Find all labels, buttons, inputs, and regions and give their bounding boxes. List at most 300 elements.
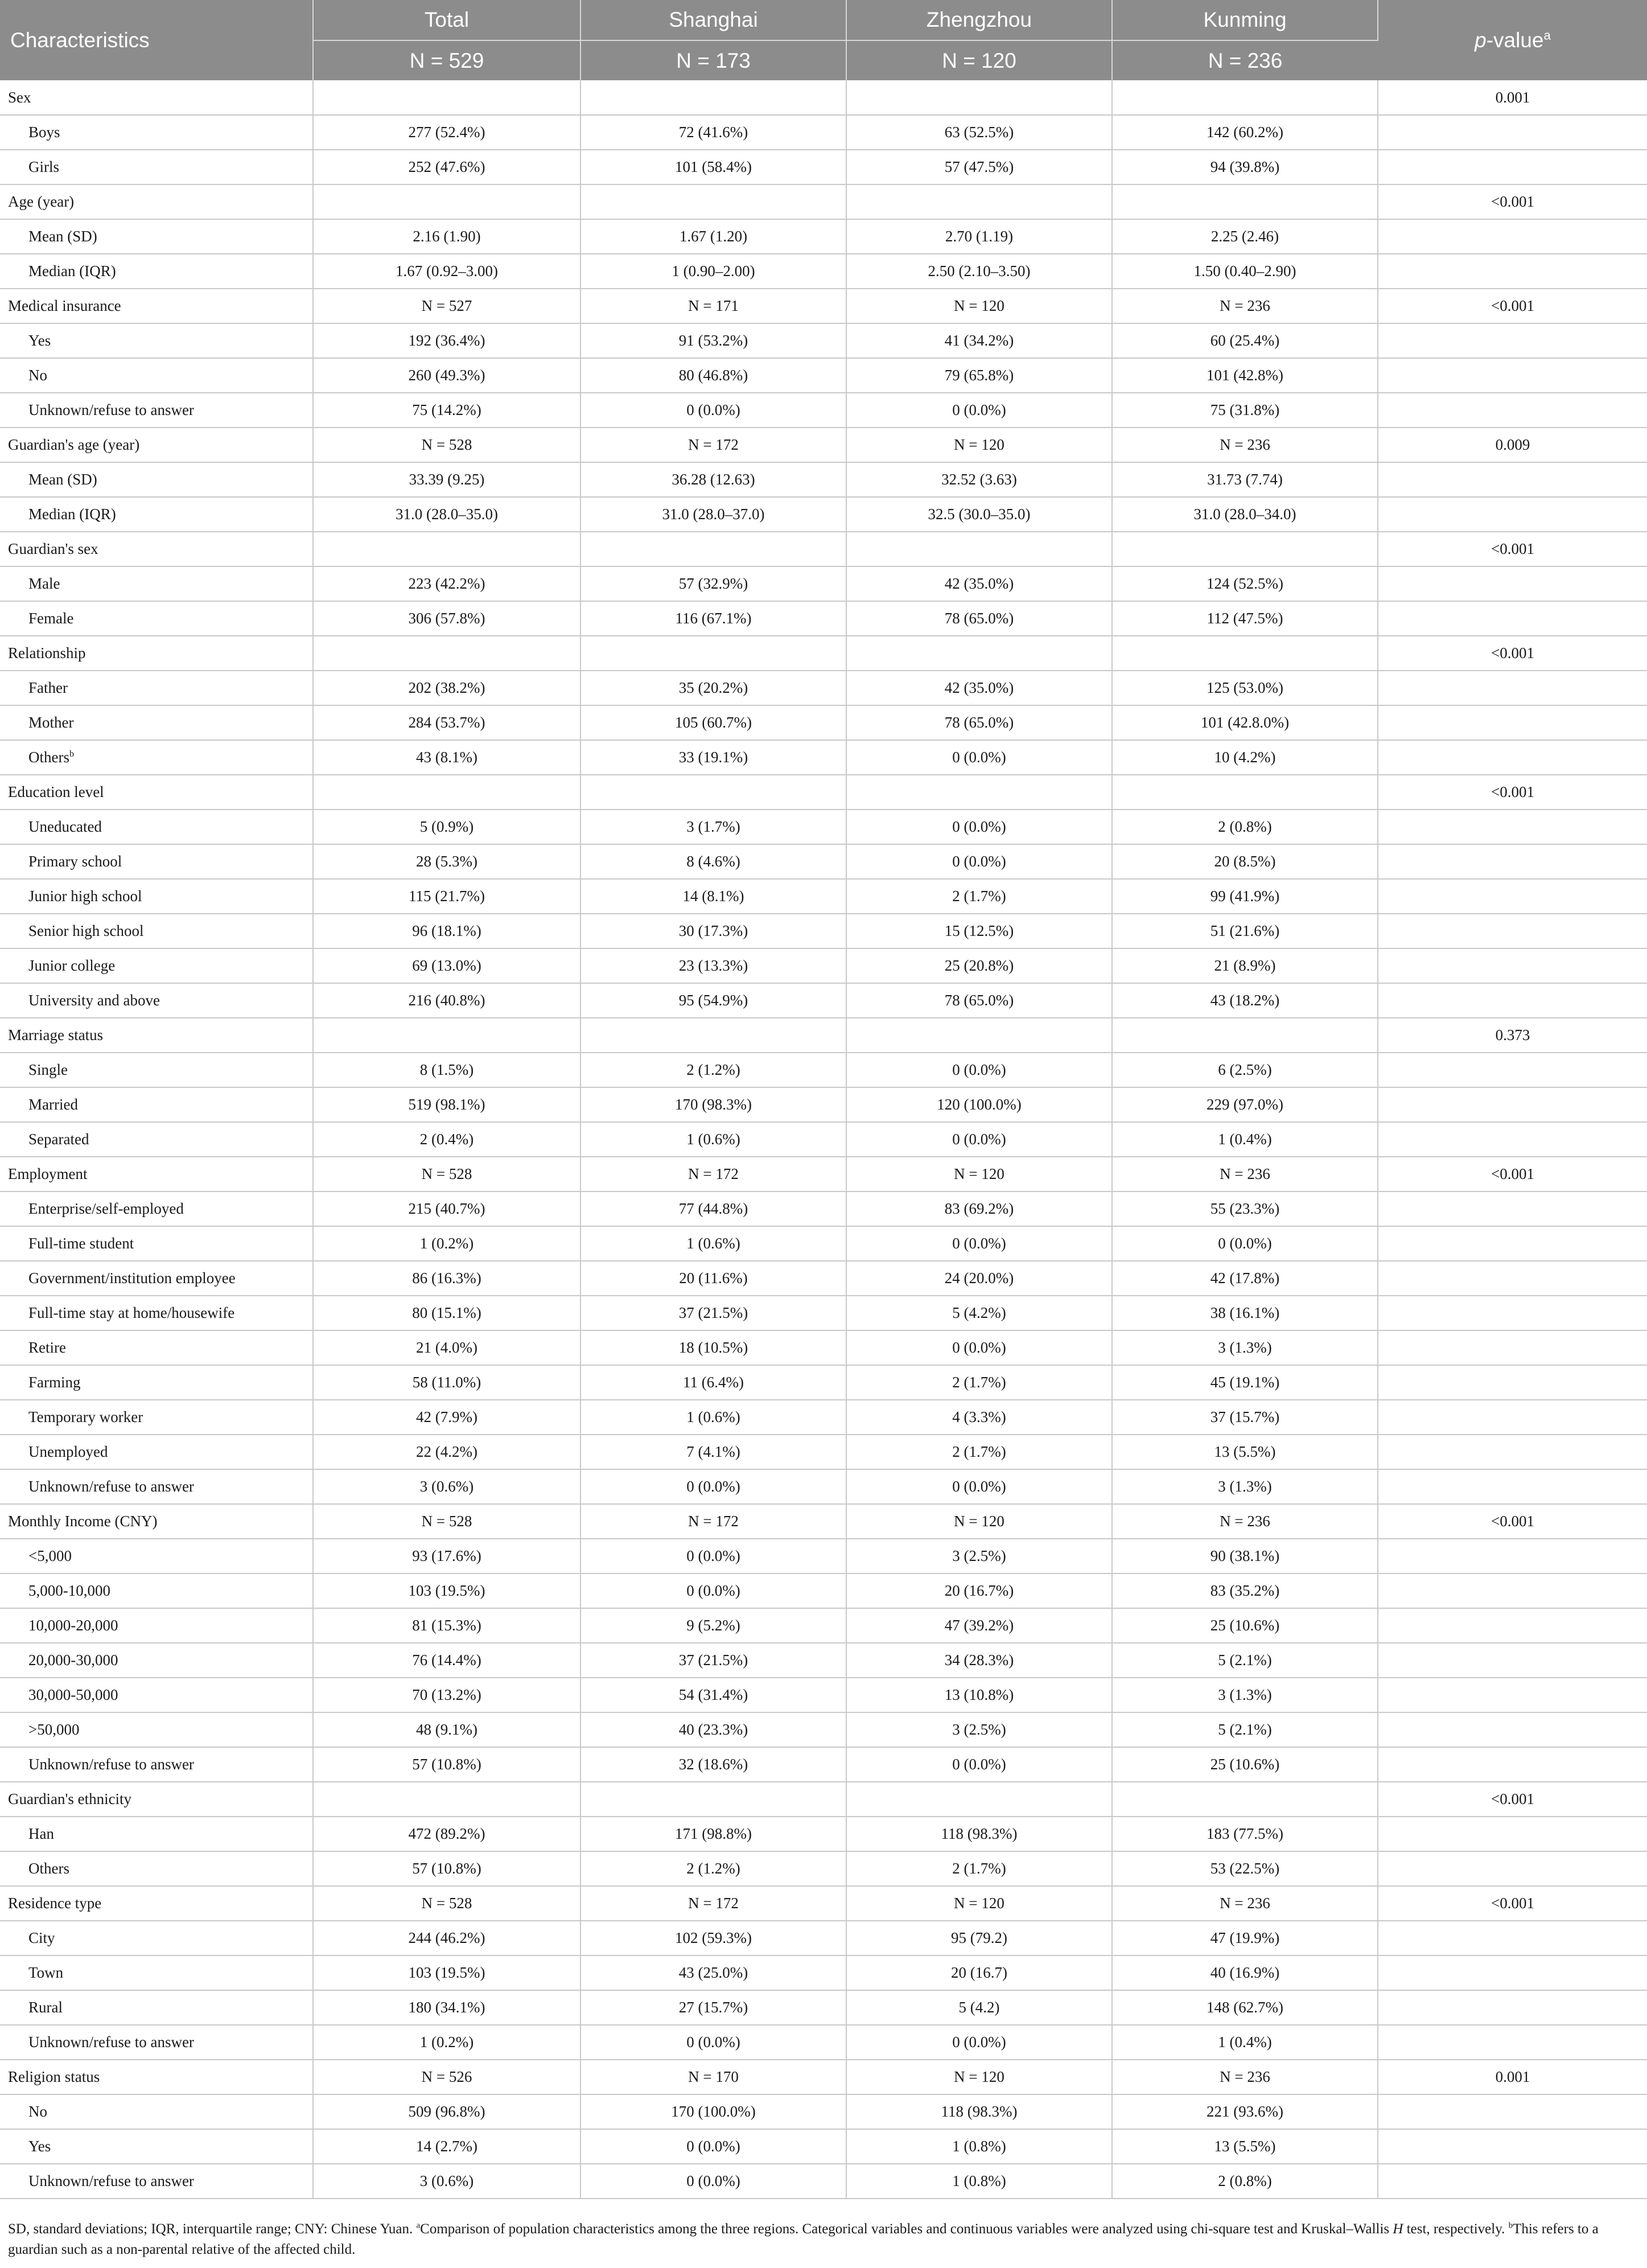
table-row-sub — [0, 740, 1647, 775]
cell-total: 58 (11.0%) — [313, 1365, 580, 1400]
cell-total: 277 (52.4%) — [313, 115, 580, 150]
cell-kunming: 94 (39.8%) — [1112, 150, 1378, 184]
cell-kunming: N = 236 — [1112, 1504, 1378, 1539]
cell-shanghai: 7 (4.1%) — [580, 1435, 846, 1469]
table-header — [0, 0, 1647, 80]
cell-total: 21 (4.0%) — [313, 1330, 580, 1365]
row-label: Separated — [28, 1131, 89, 1148]
cell-zhengzhou — [846, 532, 1112, 566]
cell-zhengzhou: 42 (35.0%) — [846, 671, 1112, 705]
row-label: Farming — [28, 1374, 81, 1391]
cell-p — [1378, 705, 1647, 740]
table-row-sub — [0, 810, 1647, 844]
table-row-category — [0, 1886, 1647, 1921]
cell-total: 22 (4.2%) — [313, 1435, 580, 1469]
table-row-sub — [0, 462, 1647, 497]
cell-zhengzhou: 79 (65.8%) — [846, 358, 1112, 393]
cell-zhengzhou: 0 (0.0%) — [846, 1469, 1112, 1504]
row-label: Residence type — [8, 1895, 102, 1912]
cell-kunming: 45 (19.1%) — [1112, 1365, 1378, 1400]
row-label: Unknown/refuse to answer — [28, 2033, 194, 2051]
row-label-cell — [0, 219, 313, 254]
cell-p — [1378, 1087, 1647, 1122]
cell-zhengzhou: 78 (65.0%) — [846, 601, 1112, 636]
cell-total — [313, 532, 580, 566]
cell-p — [1378, 462, 1647, 497]
cell-shanghai: 8 (4.6%) — [580, 844, 846, 879]
cell-kunming: 5 (2.1%) — [1112, 1712, 1378, 1747]
cell-total: 70 (13.2%) — [313, 1678, 580, 1712]
cell-shanghai: 1 (0.6%) — [580, 1226, 846, 1261]
p-italic: p — [1475, 28, 1487, 52]
row-label: Junior high school — [28, 888, 142, 905]
row-label: Enterprise/self-employed — [28, 1200, 184, 1217]
cell-total: 284 (53.7%) — [313, 705, 580, 740]
cell-shanghai: 14 (8.1%) — [580, 879, 846, 914]
header-shanghai-n: N = 173 — [580, 40, 846, 80]
cell-shanghai: 0 (0.0%) — [580, 393, 846, 428]
cell-zhengzhou: 78 (65.0%) — [846, 705, 1112, 740]
row-label: Town — [28, 1964, 64, 1981]
cell-shanghai: N = 172 — [580, 428, 846, 462]
cell-shanghai: 0 (0.0%) — [580, 2164, 846, 2199]
cell-p: <0.001 — [1378, 1504, 1647, 1539]
row-label: No — [28, 367, 47, 384]
cell-kunming: N = 236 — [1112, 2060, 1378, 2094]
row-label-cell — [0, 1712, 313, 1747]
cell-total: 3 (0.6%) — [313, 2164, 580, 2199]
table-row-sub — [0, 1747, 1647, 1782]
cell-total: 28 (5.3%) — [313, 844, 580, 879]
cell-total: N = 528 — [313, 428, 580, 462]
cell-shanghai: 54 (31.4%) — [580, 1678, 846, 1712]
cell-zhengzhou: 1 (0.8%) — [846, 2164, 1112, 2199]
table-row-sub — [0, 1053, 1647, 1087]
cell-total: 472 (89.2%) — [313, 1817, 580, 1851]
cell-kunming — [1112, 636, 1378, 671]
footnote-methods: Comparison of population characteristics among the three regions. Categorical variables and continuous variables were analyzed using chi-square test and Kruskal–Wallis — [420, 2221, 1393, 2237]
cell-shanghai: 3 (1.7%) — [580, 810, 846, 844]
cell-zhengzhou: N = 120 — [846, 1504, 1112, 1539]
cell-total: 244 (46.2%) — [313, 1921, 580, 1955]
table-row-sub — [0, 2094, 1647, 2129]
cell-total: 57 (10.8%) — [313, 1851, 580, 1886]
row-label-cell — [0, 1678, 313, 1712]
cell-kunming — [1112, 775, 1378, 810]
cell-p — [1378, 1712, 1647, 1747]
cell-kunming: 20 (8.5%) — [1112, 844, 1378, 879]
cell-p: 0.001 — [1378, 2060, 1647, 2094]
cell-zhengzhou: 2.50 (2.10–3.50) — [846, 254, 1112, 289]
cell-total: 5 (0.9%) — [313, 810, 580, 844]
cell-p — [1378, 1643, 1647, 1678]
cell-p — [1378, 2025, 1647, 2060]
cell-shanghai: 0 (0.0%) — [580, 2025, 846, 2060]
cell-total: 215 (40.7%) — [313, 1191, 580, 1226]
row-label: Mean (SD) — [28, 228, 97, 245]
cell-total: 202 (38.2%) — [313, 671, 580, 705]
cell-kunming: 90 (38.1%) — [1112, 1539, 1378, 1573]
cell-shanghai: 72 (41.6%) — [580, 115, 846, 150]
header-kunming-n: N = 236 — [1112, 40, 1378, 80]
table-row-sub — [0, 1469, 1647, 1504]
row-label: Senior high school — [28, 922, 144, 939]
cell-shanghai — [580, 636, 846, 671]
cell-p — [1378, 601, 1647, 636]
cell-p: <0.001 — [1378, 184, 1647, 219]
cell-zhengzhou: 32.5 (30.0–35.0) — [846, 497, 1112, 532]
row-label-cell — [0, 1191, 313, 1226]
cell-p — [1378, 1747, 1647, 1782]
cell-zhengzhou: 0 (0.0%) — [846, 1122, 1112, 1157]
cell-total: 33.39 (9.25) — [313, 462, 580, 497]
cell-p — [1378, 1365, 1647, 1400]
cell-kunming: N = 236 — [1112, 1157, 1378, 1191]
cell-zhengzhou: 0 (0.0%) — [846, 1747, 1112, 1782]
cell-shanghai: 2 (1.2%) — [580, 1851, 846, 1886]
cell-shanghai: 170 (98.3%) — [580, 1087, 846, 1122]
row-label-cell — [0, 775, 313, 810]
row-label: Full-time student — [28, 1235, 134, 1252]
cell-total: 81 (15.3%) — [313, 1608, 580, 1643]
cell-shanghai — [580, 775, 846, 810]
row-label-cell — [0, 1365, 313, 1400]
row-label: Unknown/refuse to answer — [28, 1478, 194, 1495]
row-label: <5,000 — [28, 1547, 72, 1564]
cell-total: 43 (8.1%) — [313, 740, 580, 775]
table-row-category — [0, 636, 1647, 671]
row-label: Unknown/refuse to answer — [28, 401, 194, 418]
header-total: Total — [313, 0, 580, 40]
cell-p — [1378, 358, 1647, 393]
table-row-sub — [0, 671, 1647, 705]
cell-zhengzhou: 0 (0.0%) — [846, 1053, 1112, 1087]
cell-zhengzhou: N = 120 — [846, 2060, 1112, 2094]
cell-zhengzhou: 32.52 (3.63) — [846, 462, 1112, 497]
cell-shanghai — [580, 1018, 846, 1053]
cell-total: 252 (47.6%) — [313, 150, 580, 184]
row-label: Guardian's age (year) — [8, 436, 140, 453]
cell-p — [1378, 254, 1647, 289]
cell-total: 115 (21.7%) — [313, 879, 580, 914]
cell-kunming: 229 (97.0%) — [1112, 1087, 1378, 1122]
cell-kunming: 0 (0.0%) — [1112, 1226, 1378, 1261]
row-label-cell — [0, 1921, 313, 1955]
table-row-sub — [0, 2164, 1647, 2199]
cell-p: 0.001 — [1378, 80, 1647, 115]
table-row-sub — [0, 948, 1647, 983]
cell-zhengzhou: 13 (10.8%) — [846, 1678, 1112, 1712]
row-label-cell — [0, 1053, 313, 1087]
table-row-category — [0, 428, 1647, 462]
table-row-category — [0, 2060, 1647, 2094]
cell-kunming: 221 (93.6%) — [1112, 2094, 1378, 2129]
cell-p — [1378, 879, 1647, 914]
cell-kunming: 53 (22.5%) — [1112, 1851, 1378, 1886]
cell-shanghai: 171 (98.8%) — [580, 1817, 846, 1851]
cell-zhengzhou: 2 (1.7%) — [846, 1435, 1112, 1469]
cell-zhengzhou: N = 120 — [846, 428, 1112, 462]
row-label-cell — [0, 358, 313, 393]
cell-total: 1.67 (0.92–3.00) — [313, 254, 580, 289]
cell-kunming: 5 (2.1%) — [1112, 1643, 1378, 1678]
cell-p: <0.001 — [1378, 636, 1647, 671]
cell-zhengzhou: 2 (1.7%) — [846, 1365, 1112, 1400]
cell-shanghai: 116 (67.1%) — [580, 601, 846, 636]
cell-p — [1378, 1851, 1647, 1886]
table-row-category — [0, 775, 1647, 810]
row-label-cell — [0, 810, 313, 844]
cell-zhengzhou: 4 (3.3%) — [846, 1400, 1112, 1435]
cell-total: 223 (42.2%) — [313, 566, 580, 601]
row-label: Yes — [28, 2138, 51, 2155]
cell-zhengzhou — [846, 1018, 1112, 1053]
cell-p: 0.009 — [1378, 428, 1647, 462]
table-row-sub — [0, 1608, 1647, 1643]
cell-kunming: 148 (62.7%) — [1112, 1990, 1378, 2025]
cell-kunming: 31.0 (28.0–34.0) — [1112, 497, 1378, 532]
table-row-sub — [0, 1990, 1647, 2025]
cell-zhengzhou: 2 (1.7%) — [846, 879, 1112, 914]
cell-kunming: 3 (1.3%) — [1112, 1678, 1378, 1712]
table-row-sub — [0, 601, 1647, 636]
cell-kunming: 55 (23.3%) — [1112, 1191, 1378, 1226]
cell-zhengzhou: 5 (4.2) — [846, 1990, 1112, 2025]
cell-p: <0.001 — [1378, 1886, 1647, 1921]
cell-shanghai: 105 (60.7%) — [580, 705, 846, 740]
cell-zhengzhou: 20 (16.7%) — [846, 1573, 1112, 1608]
row-label-cell — [0, 1643, 313, 1678]
cell-shanghai: 36.28 (12.63) — [580, 462, 846, 497]
row-label-cell — [0, 914, 313, 948]
cell-kunming: 51 (21.6%) — [1112, 914, 1378, 948]
table-row-sub — [0, 844, 1647, 879]
cell-kunming: 2 (0.8%) — [1112, 810, 1378, 844]
cell-p: <0.001 — [1378, 289, 1647, 323]
cell-shanghai — [580, 184, 846, 219]
cell-p — [1378, 566, 1647, 601]
footnote-others-note: This refers to a guardian such as a non-parental relative of the affected child. — [8, 2221, 1599, 2257]
cell-total: 180 (34.1%) — [313, 1990, 580, 2025]
table-row-sub — [0, 1400, 1647, 1435]
footnote-methods-end: test, respectively. — [1403, 2221, 1509, 2237]
row-label-cell — [0, 1955, 313, 1990]
cell-total: 1 (0.2%) — [313, 1226, 580, 1261]
row-label-cell — [0, 1157, 313, 1191]
cell-p — [1378, 1261, 1647, 1296]
cell-shanghai: 35 (20.2%) — [580, 671, 846, 705]
row-label: Girls — [28, 158, 59, 175]
cell-kunming: 37 (15.7%) — [1112, 1400, 1378, 1435]
cell-p — [1378, 2129, 1647, 2164]
cell-total: 216 (40.8%) — [313, 983, 580, 1018]
cell-kunming: N = 236 — [1112, 1886, 1378, 1921]
cell-p — [1378, 1469, 1647, 1504]
table-row-sub — [0, 2025, 1647, 2060]
cell-kunming: 42 (17.8%) — [1112, 1261, 1378, 1296]
row-label-cell — [0, 671, 313, 705]
table-row-sub — [0, 1122, 1647, 1157]
cell-shanghai — [580, 80, 846, 115]
cell-p — [1378, 219, 1647, 254]
table-row-sub — [0, 1573, 1647, 1608]
cell-shanghai: 27 (15.7%) — [580, 1990, 846, 2025]
row-label-cell — [0, 184, 313, 219]
footnote-h-italic: H — [1393, 2221, 1403, 2237]
table-row-sub — [0, 1191, 1647, 1226]
cell-total: 519 (98.1%) — [313, 1087, 580, 1122]
table-row-sub — [0, 150, 1647, 184]
row-label: Unknown/refuse to answer — [28, 2172, 194, 2189]
row-label: Age (year) — [8, 193, 75, 210]
row-label-cell — [0, 844, 313, 879]
cell-shanghai: 1.67 (1.20) — [580, 219, 846, 254]
table-row-category — [0, 289, 1647, 323]
cell-p — [1378, 1053, 1647, 1087]
row-label-cell — [0, 948, 313, 983]
cell-total — [313, 775, 580, 810]
row-label-cell — [0, 532, 313, 566]
cell-kunming: 10 (4.2%) — [1112, 740, 1378, 775]
row-label: Retire — [28, 1339, 66, 1356]
cell-total: 93 (17.6%) — [313, 1539, 580, 1573]
row-label-cell — [0, 740, 313, 775]
cell-zhengzhou: 95 (79.2) — [846, 1921, 1112, 1955]
cell-zhengzhou: 0 (0.0%) — [846, 1226, 1112, 1261]
row-label: Medical insurance — [8, 297, 121, 314]
cell-kunming: 75 (31.8%) — [1112, 393, 1378, 428]
row-label: Others — [28, 1860, 69, 1877]
cell-total: 103 (19.5%) — [313, 1955, 580, 1990]
cell-total: N = 528 — [313, 1504, 580, 1539]
cell-zhengzhou: 3 (2.5%) — [846, 1539, 1112, 1573]
row-label-cell — [0, 1469, 313, 1504]
row-label: Relationship — [8, 644, 86, 662]
cell-kunming: 142 (60.2%) — [1112, 115, 1378, 150]
cell-p: 0.373 — [1378, 1018, 1647, 1053]
row-label: Han — [28, 1825, 54, 1842]
cell-total: 2.16 (1.90) — [313, 219, 580, 254]
cell-zhengzhou: 24 (20.0%) — [846, 1261, 1112, 1296]
header-characteristics: Characteristics — [0, 0, 313, 80]
row-label-cell — [0, 115, 313, 150]
row-label-cell — [0, 289, 313, 323]
table-row-category — [0, 1018, 1647, 1053]
cell-zhengzhou: 0 (0.0%) — [846, 393, 1112, 428]
table-row-sub — [0, 1226, 1647, 1261]
row-label-cell — [0, 983, 313, 1018]
cell-p: <0.001 — [1378, 532, 1647, 566]
table-row-sub — [0, 1643, 1647, 1678]
row-label-cell — [0, 566, 313, 601]
table-row-category — [0, 1782, 1647, 1817]
cell-kunming: 6 (2.5%) — [1112, 1053, 1378, 1087]
cell-shanghai: 1 (0.6%) — [580, 1400, 846, 1435]
cell-p — [1378, 740, 1647, 775]
cell-total: 96 (18.1%) — [313, 914, 580, 948]
cell-shanghai: 23 (13.3%) — [580, 948, 846, 983]
row-label: 30,000-50,000 — [28, 1686, 118, 1703]
cell-total — [313, 636, 580, 671]
cell-shanghai: 0 (0.0%) — [580, 1469, 846, 1504]
cell-shanghai: 43 (25.0%) — [580, 1955, 846, 1990]
cell-kunming: 3 (1.3%) — [1112, 1330, 1378, 1365]
row-label: 20,000-30,000 — [28, 1651, 118, 1669]
table-row-sub — [0, 914, 1647, 948]
cell-zhengzhou: 118 (98.3%) — [846, 1817, 1112, 1851]
cell-total: 509 (96.8%) — [313, 2094, 580, 2129]
row-label-cell — [0, 428, 313, 462]
cell-shanghai: 33 (19.1%) — [580, 740, 846, 775]
table-row-category — [0, 80, 1647, 115]
cell-zhengzhou: 1 (0.8%) — [846, 2129, 1112, 2164]
row-label-cell — [0, 1122, 313, 1157]
row-label: University and above — [28, 992, 160, 1009]
cell-p: <0.001 — [1378, 1157, 1647, 1191]
cell-total: N = 526 — [313, 2060, 580, 2094]
table-footnote — [8, 2219, 1636, 2260]
cell-zhengzhou: 83 (69.2%) — [846, 1191, 1112, 1226]
row-label-cell — [0, 1330, 313, 1365]
cell-kunming — [1112, 532, 1378, 566]
cell-p — [1378, 1573, 1647, 1608]
cell-p — [1378, 115, 1647, 150]
row-label-cell — [0, 393, 313, 428]
row-label: Government/institution employee — [28, 1269, 236, 1287]
cell-p — [1378, 393, 1647, 428]
table-row-sub — [0, 1087, 1647, 1122]
p-value-sup: a — [1543, 28, 1551, 43]
cell-p — [1378, 1191, 1647, 1226]
cell-kunming: 2.25 (2.46) — [1112, 219, 1378, 254]
cell-kunming: 1 (0.4%) — [1112, 1122, 1378, 1157]
row-label: Uneducated — [28, 818, 102, 835]
cell-total: 31.0 (28.0–35.0) — [313, 497, 580, 532]
header-total-n: N = 529 — [313, 40, 580, 80]
cell-p — [1378, 150, 1647, 184]
cell-zhengzhou: 2 (1.7%) — [846, 1851, 1112, 1886]
cell-total — [313, 80, 580, 115]
cell-kunming: 47 (19.9%) — [1112, 1921, 1378, 1955]
row-label: Female — [28, 610, 74, 627]
row-label: Mean (SD) — [28, 471, 97, 488]
row-label: Median (IQR) — [28, 262, 116, 280]
row-label: Rural — [28, 1999, 63, 2016]
table-row-sub — [0, 1435, 1647, 1469]
cell-p — [1378, 810, 1647, 844]
cell-kunming: 101 (42.8.0%) — [1112, 705, 1378, 740]
cell-p — [1378, 844, 1647, 879]
row-label: Father — [28, 679, 68, 696]
row-label-cell — [0, 1435, 313, 1469]
cell-zhengzhou: 63 (52.5%) — [846, 115, 1112, 150]
row-label-cell — [0, 2129, 313, 2164]
row-label-cell — [0, 1573, 313, 1608]
cell-total: 76 (14.4%) — [313, 1643, 580, 1678]
row-label: >50,000 — [28, 1721, 80, 1738]
row-label: Guardian's sex — [8, 540, 98, 557]
cell-shanghai: 80 (46.8%) — [580, 358, 846, 393]
cell-total: 260 (49.3%) — [313, 358, 580, 393]
cell-kunming — [1112, 1018, 1378, 1053]
row-label: Sex — [8, 88, 31, 106]
row-label-cell — [0, 1782, 313, 1817]
cell-zhengzhou: N = 120 — [846, 1157, 1112, 1191]
table-row-sub — [0, 1365, 1647, 1400]
cell-kunming: 3 (1.3%) — [1112, 1469, 1378, 1504]
cell-kunming: 38 (16.1%) — [1112, 1296, 1378, 1330]
cell-zhengzhou: 41 (34.2%) — [846, 323, 1112, 358]
